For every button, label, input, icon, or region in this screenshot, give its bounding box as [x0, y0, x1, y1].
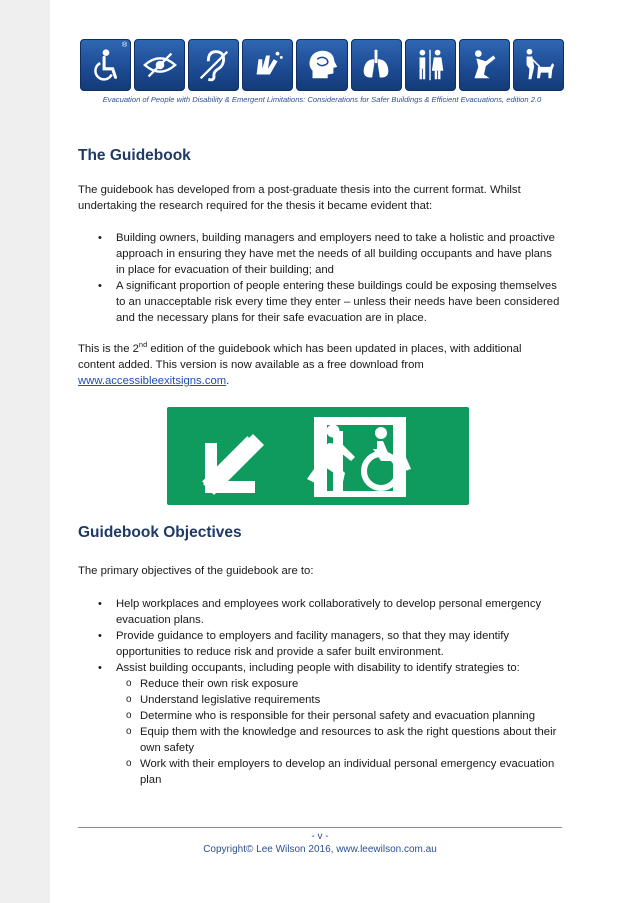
sub-bullet-glyph: o: [126, 726, 132, 737]
respiratory-icon: [351, 39, 402, 91]
document-header-note: Evacuation of People with Disability & Emergent Limitations: Considerations for Safer Buildings & Efficient Evacuations, edition 2.0: [102, 95, 542, 104]
sign-language-icon: [242, 39, 293, 91]
accessible-exit-signs-link[interactable]: www.accessibleexitsigns.com: [78, 375, 227, 387]
bullet-glyph: •: [98, 630, 102, 642]
page-number: - v -: [311, 831, 329, 842]
section-title-objectives: Guidebook Objectives: [78, 524, 242, 541]
list-item-text: Provide guidance to employers and facility managers, so that they may identify opportunities to reduce risk and provide a safer built environment.: [116, 630, 510, 658]
exit-sign-graphic: [167, 407, 469, 505]
list-item-text: A significant proportion of people entering these buildings could be exposing themselves to an unacceptable risk every time they enter – unless their needs have been considered and the necessary plans for their safe evacuation are in place.: [116, 280, 560, 324]
bullet-glyph: •: [98, 662, 102, 674]
sub-bullet-glyph: o: [126, 710, 132, 721]
list-item: [78, 660, 560, 788]
list-item-text: Assist building occupants, including people with disability to identify strategies to:: [116, 662, 520, 674]
sub-list-item-text: Work with their employers to develop an individual personal emergency evacuation plan: [140, 758, 555, 786]
sub-list-item-text: Understand legislative requirements: [140, 694, 321, 706]
strategies-sublist: [116, 676, 560, 788]
list-item: [78, 596, 560, 628]
edition-text-start: This is the 2: [78, 343, 139, 355]
footer-divider: [78, 827, 562, 828]
injured-person-icon: [459, 39, 510, 91]
cognitive-disability-icon: [296, 39, 347, 91]
list-item-text: Building owners, building managers and employers need to take a holistic and proactive approach in ensuring they have met the needs of all building occupants and have plans in place for evacuation of their building; and: [116, 232, 555, 276]
sub-bullet-glyph: o: [126, 678, 132, 689]
low-vision-icon: [134, 39, 185, 91]
section-title-guidebook: The Guidebook: [78, 147, 191, 164]
edition-superscript: nd: [138, 340, 148, 350]
accessibility-icon-banner: [80, 39, 564, 91]
edition-paragraph: [78, 341, 560, 389]
sub-list-item: [116, 724, 560, 756]
accessible-toilet-icon: [405, 39, 456, 91]
list-item: [78, 278, 560, 326]
sub-list-item: [116, 676, 560, 692]
sub-list-item-text: Equip them with the knowledge and resources to ask the right questions about their own safety: [140, 726, 557, 754]
registered-mark: ®: [121, 42, 128, 49]
list-item-text: Help workplaces and employees work collaboratively to develop personal emergency evacuation plans.: [116, 598, 542, 626]
sub-bullet-glyph: o: [126, 694, 132, 705]
sub-list-item-text: Determine who is responsible for their personal safety and evacuation planning: [140, 710, 535, 722]
guidebook-intro: The guidebook has developed from a post-graduate thesis into the current format. Whilst undertaking the research required for the thesis it became evident that:: [78, 184, 521, 212]
sub-bullet-glyph: o: [126, 758, 132, 769]
guidebook-findings-list: [78, 230, 560, 326]
bullet-glyph: •: [98, 598, 102, 610]
hearing-assistance-icon: [188, 39, 239, 91]
edition-text-middle: edition of the guidebook which has been updated in places, with additional content added. This version is now available as a free download from: [78, 343, 522, 371]
objectives-intro: The primary objectives of the guidebook are to:: [78, 565, 314, 577]
sub-list-item: [116, 756, 560, 788]
list-item: [78, 628, 560, 660]
guide-dog-icon: [513, 39, 564, 91]
arrow-down-left-icon: [202, 434, 264, 495]
bullet-glyph: •: [98, 280, 102, 292]
sub-list-item-text: Reduce their own risk exposure: [140, 678, 299, 690]
list-item: [78, 230, 560, 278]
bullet-glyph: •: [98, 232, 102, 244]
edition-text-end: .: [226, 375, 230, 387]
sub-list-item: [116, 708, 560, 724]
wheelchair-accessible-icon: [80, 39, 131, 91]
accessible-exit-sign-image: [167, 407, 469, 505]
page-margin-shade: [0, 0, 50, 903]
objectives-list: [78, 596, 560, 788]
footer-copyright: Copyright© Lee Wilson 2016, www.leewilson.com.au: [203, 844, 437, 855]
sub-list-item: [116, 692, 560, 708]
